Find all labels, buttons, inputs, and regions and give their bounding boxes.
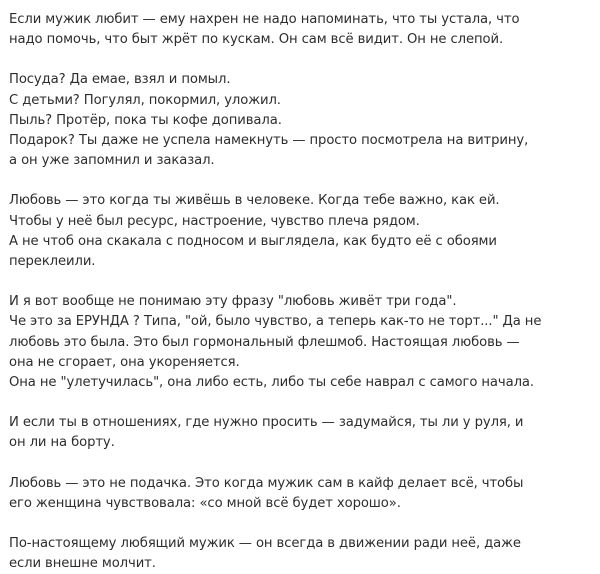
text-line: Че это за ЕРУНДА ? Типа, "ой, было чувство, а теперь как-то не торт..." Да не bbox=[9, 314, 542, 330]
text-line: Если мужик любит — ему нахрен не надо напоминать, что ты устала, что bbox=[9, 12, 520, 27]
text-line: По-настоящему любящий мужик — он всегда в движении ради неё, даже bbox=[9, 536, 521, 552]
text-line: Любовь — это когда ты живёшь в человеке. Когда тебе важно, как ей. bbox=[9, 193, 500, 209]
text-line: А не чтоб она скакала с подносом и выглядела, как будто её с обоями bbox=[9, 233, 497, 249]
paragraph-7 bbox=[9, 534, 594, 574]
text-line: Пыль? Протёр, пока ты кофе допивала. bbox=[9, 112, 282, 128]
text-line: если внешне молчит. bbox=[9, 556, 156, 572]
text-line: а он уже запомнил и заказал. bbox=[9, 153, 215, 169]
post-text bbox=[9, 10, 594, 574]
text-line: любовь это была. Это был гормональный флешмоб. Настоящая любовь — bbox=[9, 334, 520, 350]
text-line: И если ты в отношениях, где нужно просить — задумайся, ты ли у руля, и bbox=[9, 415, 524, 431]
text-line: его женщина чувствовала: «со мной всё будет хорошо». bbox=[9, 495, 401, 511]
text-line: переклеили. bbox=[9, 254, 96, 270]
paragraph-4 bbox=[9, 292, 594, 393]
text-line: С детьми? Погулял, покормил, уложил. bbox=[9, 92, 281, 108]
paragraph-5 bbox=[9, 413, 594, 453]
text-line: Любовь — это не подачка. Это когда мужик сам в кайф делает всё, чтобы bbox=[9, 475, 524, 491]
text-line: Она не "улетучилась", она либо есть, либо ты себе наврал с самого начала. bbox=[9, 375, 534, 391]
paragraph-3 bbox=[9, 191, 594, 272]
paragraph-2 bbox=[9, 70, 594, 171]
text-line: И я вот вообще не понимаю эту фразу "любовь живёт три года". bbox=[9, 294, 457, 310]
text-line: он ли на борту. bbox=[9, 435, 115, 451]
text-line: она не сгорает, она укореняется. bbox=[9, 354, 240, 370]
paragraph-6 bbox=[9, 474, 594, 514]
paragraph-1 bbox=[9, 10, 594, 50]
text-line: Чтобы у неё был ресурс, настроение, чувство плеча рядом. bbox=[9, 213, 420, 229]
text-line: надо помочь, что быт жрёт по кускам. Он сам всё видит. Он не слепой. bbox=[9, 32, 504, 48]
text-line: Посуда? Да емае, взял и помыл. bbox=[9, 72, 231, 88]
text-line: Подарок? Ты даже не успела намекнуть — просто посмотрела на витрину, bbox=[9, 133, 529, 149]
